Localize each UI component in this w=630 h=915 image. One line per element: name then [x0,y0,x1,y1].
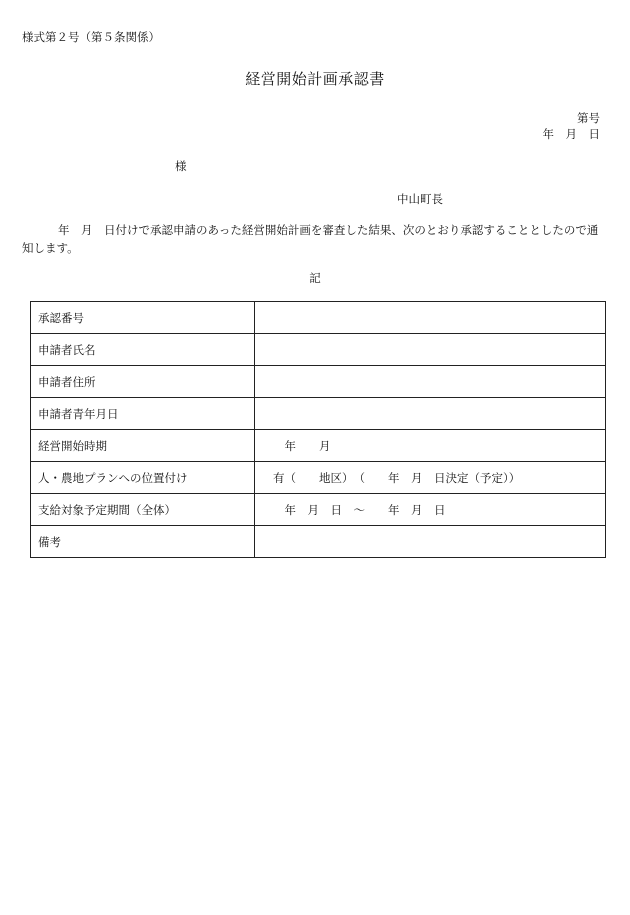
table-row [31,398,606,430]
row-value-applicant-name [255,334,606,366]
document-number-label: 第号 [577,111,600,125]
row-label-applicant-birthdate: 申請者青年月日 [31,398,255,430]
row-label-remarks: 備考 [31,526,255,558]
issuer-name: 中山町長 [397,192,443,206]
row-value-start-period: 年 月 [255,430,606,462]
row-label-payment-period: 支給対象予定期間（全体） [31,494,255,526]
table-row [31,462,606,494]
table-row [31,526,606,558]
row-label-approval-number: 承認番号 [31,302,255,334]
row-label-plan-position: 人・農地プランへの位置付け [31,462,255,494]
detail-table [30,301,606,558]
table-row [31,302,606,334]
table-row [31,430,606,462]
ki-heading: 記 [309,271,321,285]
table-row [31,366,606,398]
body-paragraph: 年 月 日付けで承認申請のあった経営開始計画を審査した結果、次のとおり承認することとしたので通知します。 [22,223,599,255]
row-value-plan-position: 有（ 地区） （ 年 月 日決定（予定）） [255,462,606,494]
table-row [31,494,606,526]
row-label-applicant-name: 申請者氏名 [31,334,255,366]
row-label-start-period: 経営開始時期 [31,430,255,462]
row-value-applicant-birthdate [255,398,606,430]
row-value-remarks [255,526,606,558]
row-value-approval-number [255,302,606,334]
row-value-payment-period: 年 月 日 ～ 年 月 日 [255,494,606,526]
document-date-line: 年 月 日 [542,127,600,141]
recipient-suffix: 様 [175,159,187,173]
form-label: 様式第２号（第５条関係） [22,30,160,44]
row-label-applicant-address: 申請者住所 [31,366,255,398]
row-value-applicant-address [255,366,606,398]
document-title: 経営開始計画承認書 [245,70,385,88]
table-row [31,334,606,366]
